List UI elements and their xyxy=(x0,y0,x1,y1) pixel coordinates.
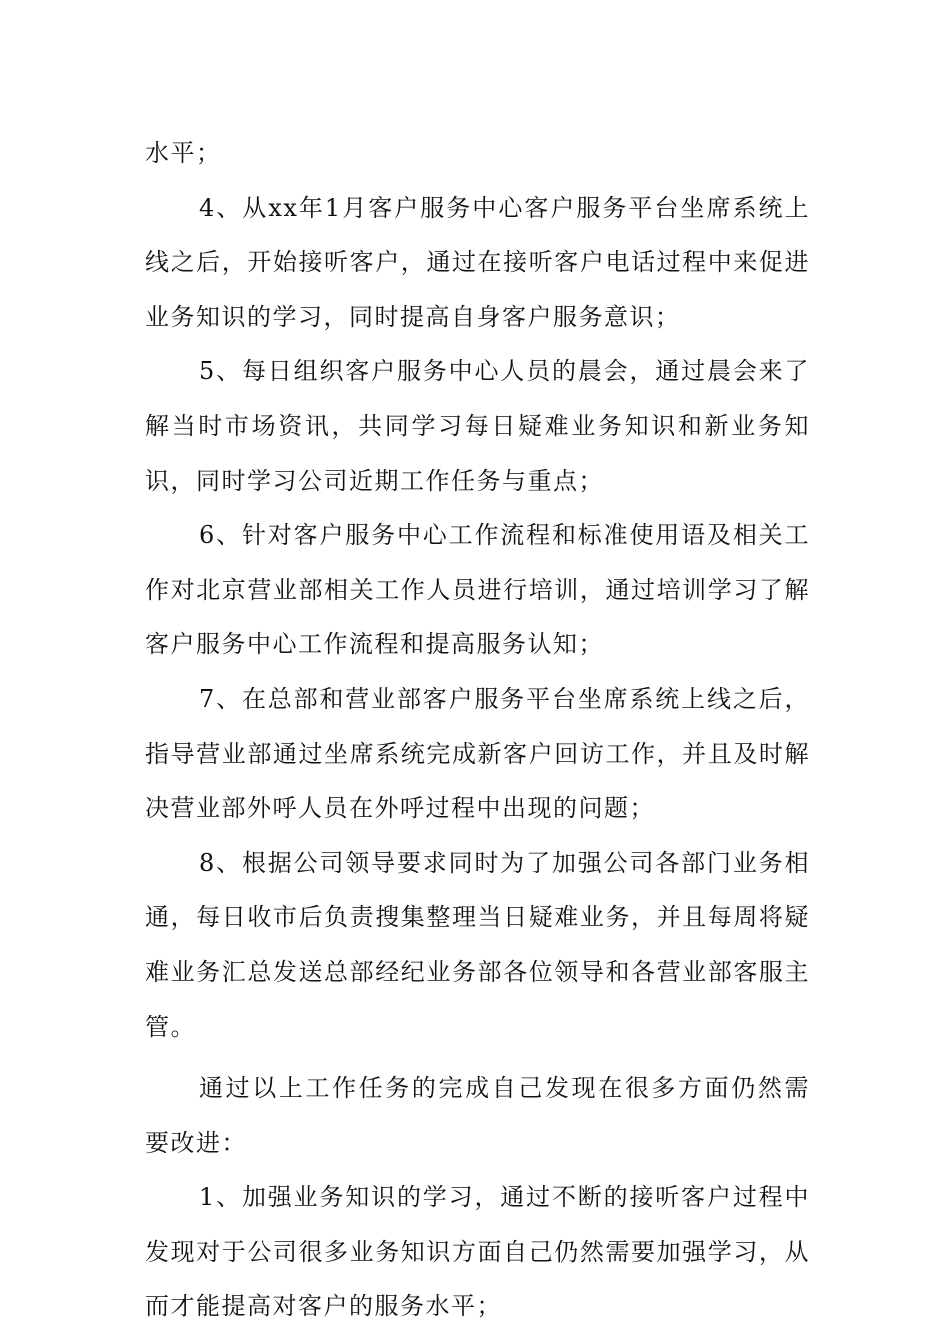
document-body xyxy=(145,126,810,1334)
paragraph-item-8: 8、根据公司领导要求同时为了加强公司各部门业务相通，每日收市后负责搜集整理当日疑难业务，并且每周将疑难业务汇总发送总部经纪业务部各位领导和各营业部客服主管。 xyxy=(145,848,810,1041)
paragraph-item-7: 7、在总部和营业部客户服务平台坐席系统上线之后，指导营业部通过坐席系统完成新客户回访工作，并且及时解决营业部外呼人员在外呼过程中出现的问题； xyxy=(145,684,810,823)
paragraph-item-6: 6、针对客户服务中心工作流程和标准使用语及相关工作对北京营业部相关工作人员进行培训，通过培训学习了解客户服务中心工作流程和提高服务认知； xyxy=(145,521,810,659)
paragraph-item-4: 4、从xx年1月客户服务中心客户服务平台坐席系统上线之后，开始接听客户，通过在接听客户电话过程中来促进业务知识的学习，同时提高自身客户服务意识； xyxy=(145,193,810,331)
paragraph-item-5: 5、每日组织客户服务中心人员的晨会，通过晨会来了解当时市场资讯，共同学习每日疑难业务知识和新业务知识，同时学习公司近期工作任务与重点； xyxy=(145,357,810,495)
paragraph-improvement-1: 1、加强业务知识的学习，通过不断的接听客户过程中发现对于公司很多业务知识方面自己仍然需要加强学习，从而才能提高对客户的服务水平； xyxy=(145,1183,810,1321)
paragraph-continuation: 水平； xyxy=(145,139,222,167)
paragraph-improvements-intro: 通过以上工作任务的完成自己发现在很多方面仍然需要改进： xyxy=(145,1074,810,1157)
